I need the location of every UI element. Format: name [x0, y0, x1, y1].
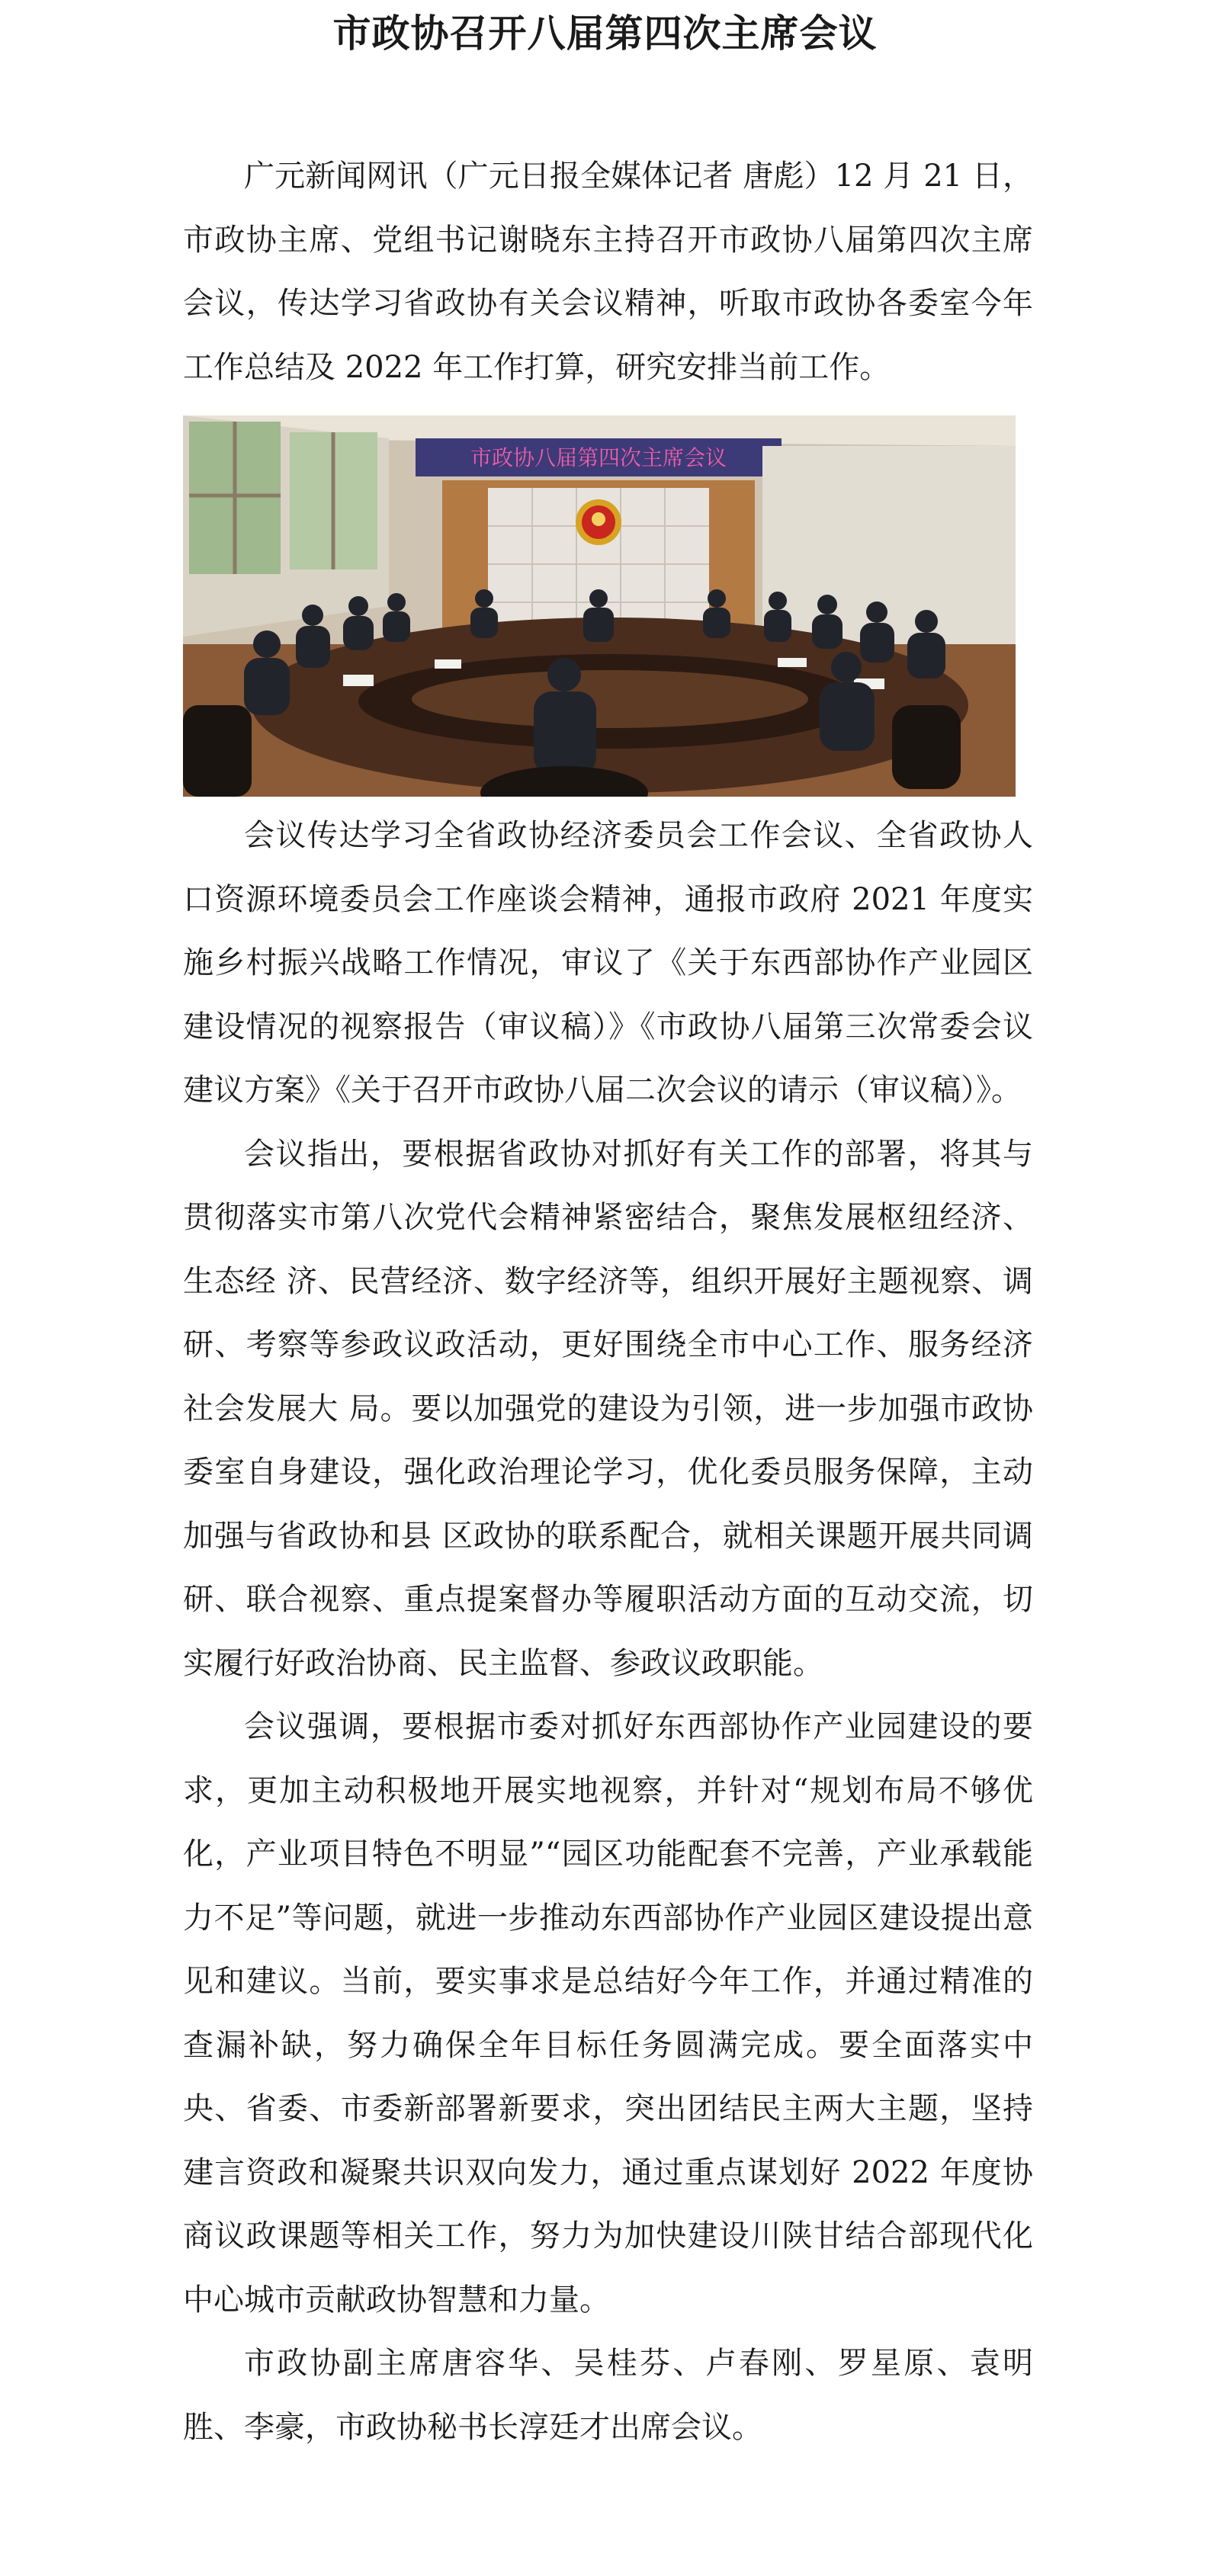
article-lead-paragraph: 广元新闻网讯（广元日报全媒体记者 唐彪）12 月 21 日，市政协主席、党组书记谢晓东主持召开市政协八届第四次主席会议，传达学习省政协有关会议精神，听取市政协各委室今年工作总结及 2022 年工作打算，研究安排当前工作。: [183, 159, 1033, 385]
banner-text: 市政协八届第四次主席会议: [470, 445, 727, 470]
cppcc-emblem-icon: [576, 499, 621, 545]
article-title: 市政协召开八届第四次主席会议: [332, 11, 878, 56]
article-paragraph: 会议指出，要根据省政协对抓好有关工作的部署，将其与贯彻落实市第八次党代会精神紧密结合，聚焦发展枢纽经济、生态经 济、民营经济、数字经济等，组织开展好主题视察、调研、考察等参政议政活动，更好围绕全市中心工作、服务经济社会发展大 局。要以加强党的建设为引领，进一步加强市政协委室自身建设，强化政治理论学习，优化委员服务保障，主动加强与省政协和县 区政协的联系配合，就相关课题开展共同调研、联合视察、重点提案督办等履职活动方面的互动交流，切实履行好政治协商、民主监督、参政议政职能。: [183, 1136, 1033, 1681]
meeting-photo: [183, 415, 1016, 797]
article-lead-block: [183, 145, 1033, 399]
article-paragraph: 会议传达学习全省政协经济委员会工作会议、全省政协人口资源环境委员会工作座谈会精神，通报市政府 2021 年度实施乡村振兴战略工作情况，审议了《关于东西部协作产业园区建设情况的视察报告（审议稿）》《市政协八届第三次常委会议建议方案》《关于召开市政协八届二次会议的请示（审议稿）》。: [183, 818, 1033, 1108]
article-paragraph: 市政协副主席唐容华、吴桂芬、卢春刚、罗星原、袁明胜、李豪，市政协秘书长淳廷才出席会议。: [183, 2346, 1033, 2445]
article-paragraph: 会议强调，要根据市委对抓好东西部协作产业园建设的要求，更加主动积极地开展实地视察，并针对“规划布局不够优化，产业项目特色不明显”“园区功能配套不完善，产业承载能力不足”等问题，就进一步推动东西部协作产业园区建设提出意见和建议。当前，要实事求是总结好今年工作，并通过精准的查漏补缺，努力确保全年目标任务圆满完成。要全面落实中央、省委、市委新部署新要求，突出团结民主两大主题，坚持建言资政和凝聚共识双向发力，通过重点谋划好 2022 年度协商议政课题等相关工作，努力为加快建设川陕甘结合部现代化中心城市贡献政协智慧和力量。: [183, 1709, 1033, 2318]
article-body: [183, 804, 1033, 2459]
